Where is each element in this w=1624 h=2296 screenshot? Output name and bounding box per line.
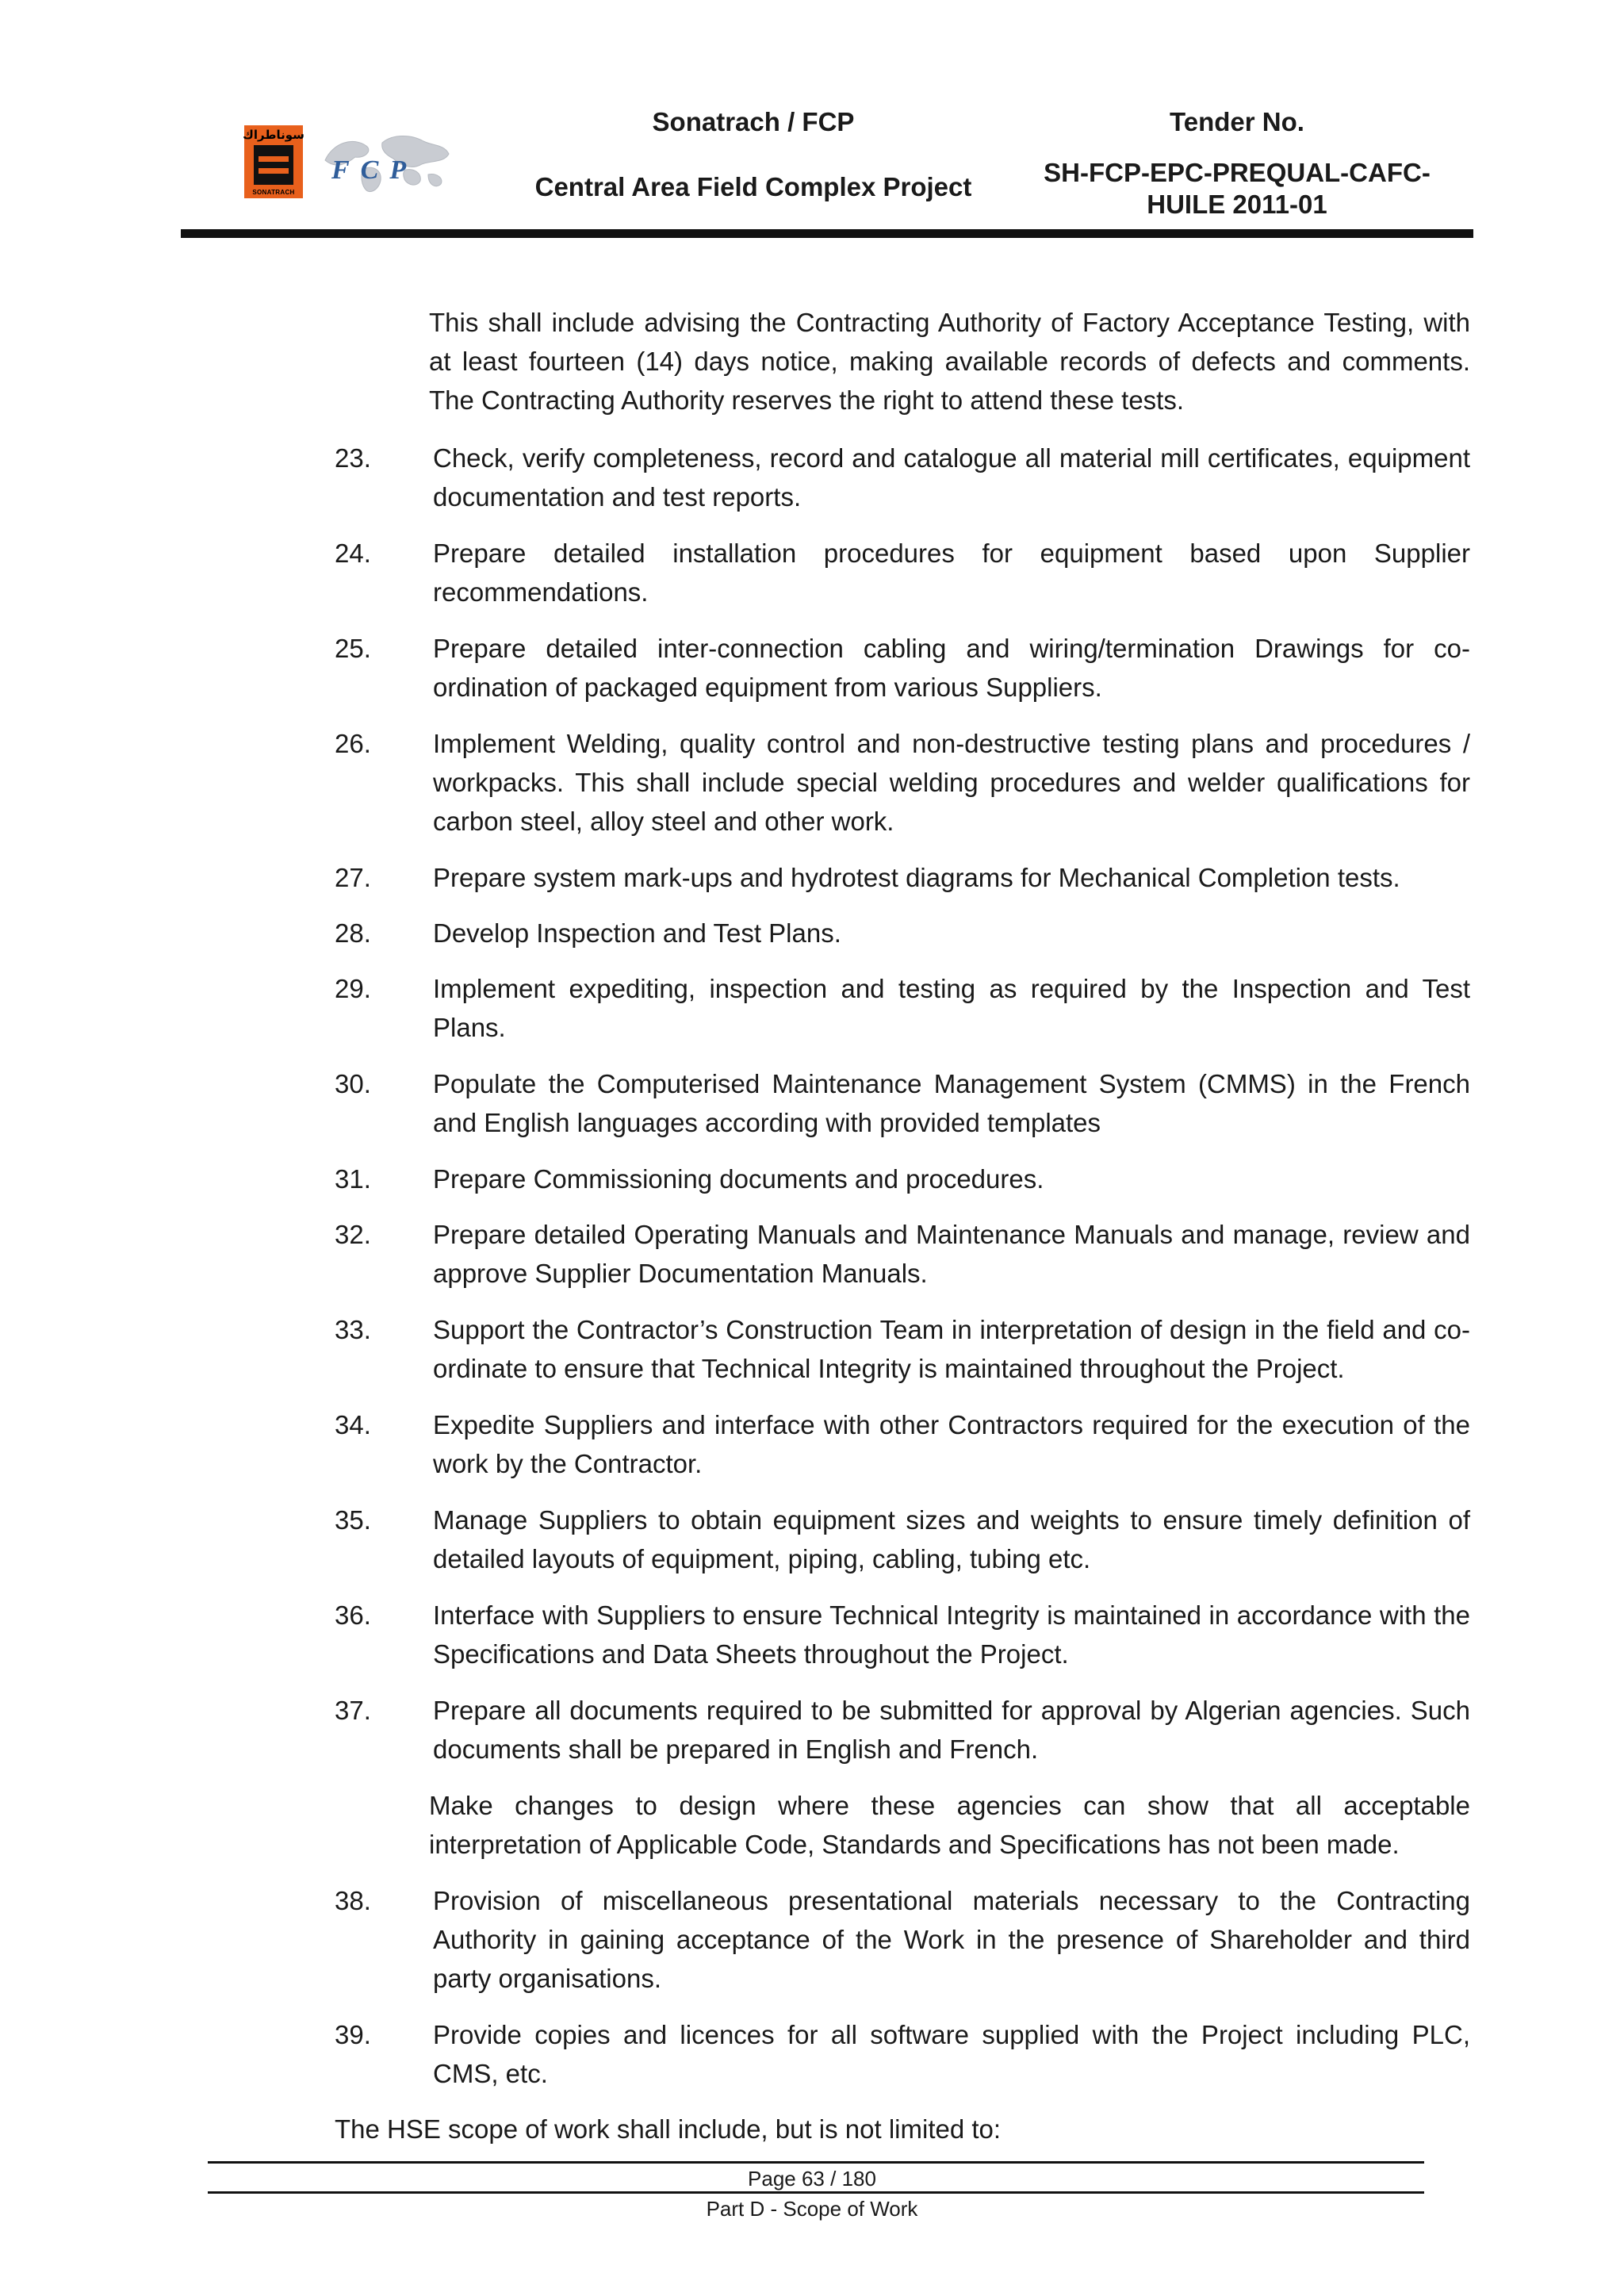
item-number: 25.: [335, 634, 371, 663]
item-text: Populate the Computerised Maintenance Management System (CMMS) in the French and English languages according with provided templates: [433, 1069, 1470, 1137]
header-project-name: Central Area Field Complex Project: [534, 172, 972, 201]
item-number: 36.: [335, 1600, 371, 1630]
item-text: Manage Suppliers to obtain equipment sizes and weights to ensure timely definition of detailed layouts of equipment, piping, cabling, tubing etc.: [433, 1505, 1470, 1573]
item-text: Prepare detailed inter-connection cabling and wiring/termination Drawings for co-ordination of packaged equipment from various Suppliers.: [433, 634, 1470, 702]
item-number: 34.: [335, 1410, 371, 1439]
item-text: Expedite Suppliers and interface with other Contractors required for the execution of the work by the Contractor.: [433, 1410, 1470, 1478]
hse-lead-sentence: The HSE scope of work shall include, but is not limited to:: [335, 2114, 1002, 2144]
item-number: 32.: [335, 1220, 371, 1249]
header-tender-label: Tender No.: [1170, 107, 1304, 136]
footer-rule-bottom: [208, 2191, 1424, 2194]
item-text: Check, verify completeness, record and catalogue all material mill certificates, equipment documentation and test reports.: [433, 443, 1470, 512]
sonatrach-logo-arabic: سوناطراك: [243, 128, 304, 142]
item-number: 28.: [335, 918, 371, 948]
item-number: 23.: [335, 443, 371, 473]
item-number: 27.: [335, 863, 371, 892]
header-company: Sonatrach / FCP: [652, 107, 855, 136]
footer-section: Part D - Scope of Work: [706, 2197, 918, 2221]
item-text: Prepare detailed Operating Manuals and Maintenance Manuals and manage, review and approve Supplier Documentation Manuals.: [433, 1220, 1470, 1288]
item-text: Prepare all documents required to be submitted for approval by Algerian agencies. Such documents shall be prepared in English and French.: [433, 1696, 1470, 1764]
item-number: 35.: [335, 1505, 371, 1535]
item-number: 30.: [335, 1069, 371, 1098]
item-number: 24.: [335, 539, 371, 568]
item-text: Provision of miscellaneous presentational materials necessary to the Contracting Authority in gaining acceptance of the Work in the presence of Shareholder and third party organisations.: [433, 1886, 1470, 1993]
item-number: 26.: [335, 729, 371, 758]
page-number: Page 63 / 180: [748, 2167, 876, 2191]
item-37-note: Make changes to design where these agencies can show that all acceptable interpretation of Applicable Code, Standards and Specifications has not been made.: [429, 1791, 1470, 1859]
header-tender-number: SH-FCP-EPC-PREQUAL-CAFC-HUILE 2011-01: [1044, 158, 1431, 219]
item-text: Provide copies and licences for all software supplied with the Project including PLC, CMS, etc.: [433, 2020, 1470, 2088]
item-number: 38.: [335, 1886, 371, 1915]
fcp-logo-text: FCP: [331, 155, 418, 185]
footer-rule-top: [208, 2161, 1424, 2164]
item-text: Support the Contractor’s Construction Team in interpretation of design in the field and co-ordinate to ensure that Technical Integrity is maintained throughout the Project.: [433, 1315, 1470, 1383]
item-number: 31.: [335, 1164, 371, 1194]
item-text: Prepare system mark-ups and hydrotest diagrams for Mechanical Completion tests.: [433, 863, 1400, 892]
item-text: Interface with Suppliers to ensure Technical Integrity is maintained in accordance with the Specifications and Data Sheets throughout the Project.: [433, 1600, 1470, 1669]
item-number: 39.: [335, 2020, 371, 2049]
sonatrach-logo-latin: SONATRACH: [252, 189, 295, 196]
item-text: Prepare detailed installation procedures for equipment based upon Supplier recommendations.: [433, 539, 1470, 607]
item-number: 29.: [335, 974, 371, 1003]
item-number: 33.: [335, 1315, 371, 1344]
item-text: Implement expediting, inspection and testing as required by the Inspection and Test Plans.: [433, 974, 1470, 1042]
intro-paragraph: This shall include advising the Contracting Authority of Factory Acceptance Testing, with at least fourteen (14) days notice, making available records of defects and comments. The Contracting Authority reserves the right to attend these tests.: [429, 308, 1470, 415]
item-text: Prepare Commissioning documents and procedures.: [433, 1164, 1044, 1194]
item-text: Develop Inspection and Test Plans.: [433, 918, 841, 948]
item-text: Implement Welding, quality control and non-destructive testing plans and procedures / workpacks. This shall include special welding procedures and welder qualifications for carbon steel, alloy steel and other work.: [433, 729, 1470, 836]
item-number: 37.: [335, 1696, 371, 1725]
